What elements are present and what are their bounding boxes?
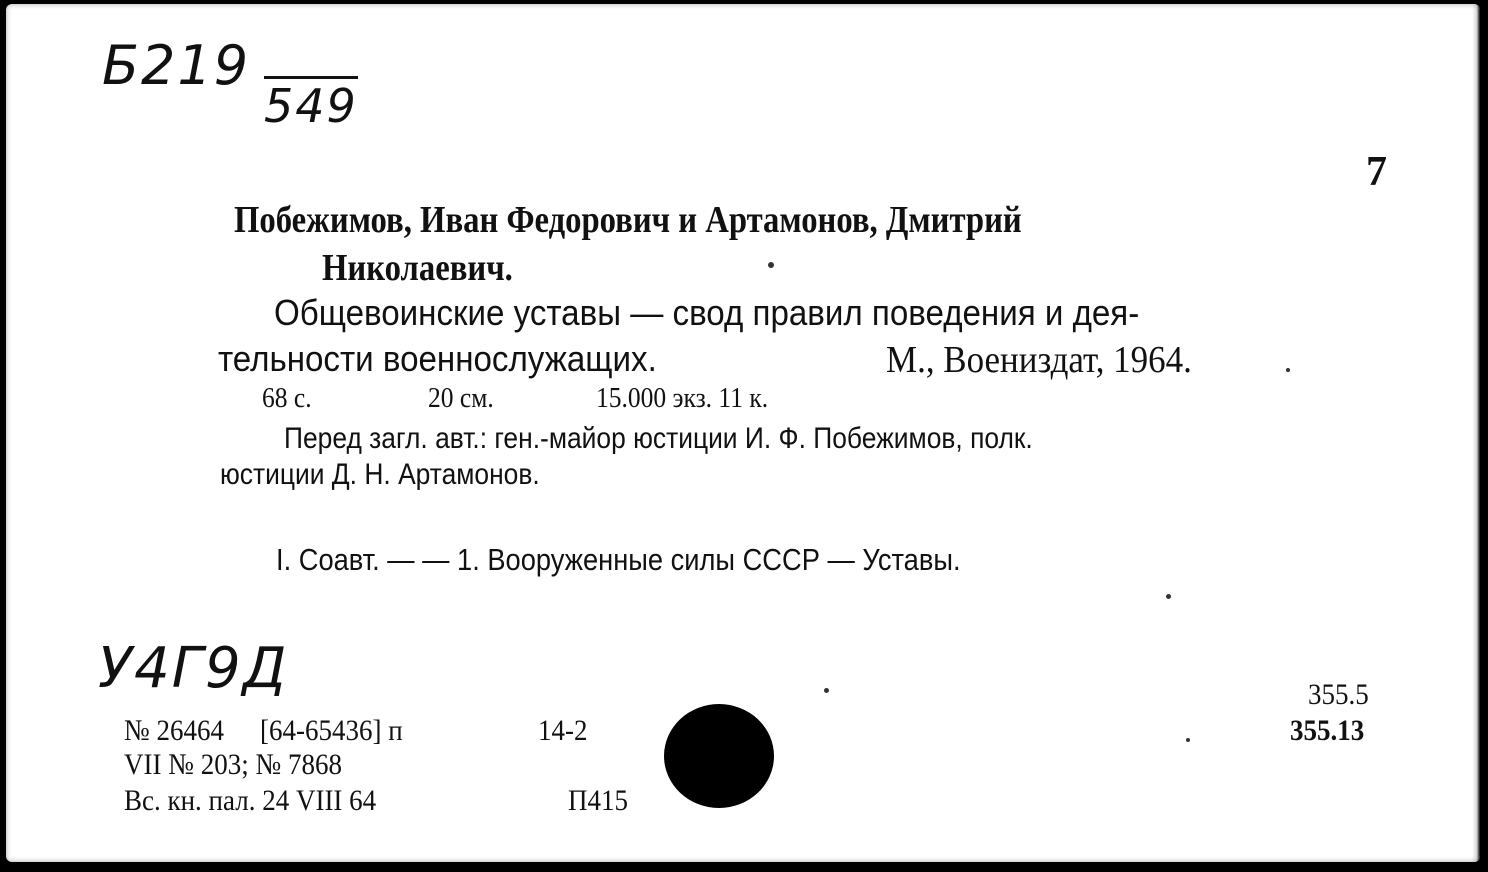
registration-line-2: VII № 203; № 7868 <box>124 748 343 781</box>
scan-speck <box>1286 368 1290 372</box>
card-edge <box>1472 4 1480 862</box>
title-line-2-statement: тельности военнослужащих. <box>218 338 657 379</box>
note-line-1: Перед загл. авт.: ген.-майор юстиции И. Ф. Побежимов, полк. <box>284 422 1033 455</box>
book-chamber-line: Вс. кн. пал. 24 VIII 64 <box>124 784 377 817</box>
physical-size: 20 см. <box>428 382 494 414</box>
note-line-2: юстиции Д. Н. Артамонов. <box>220 458 540 491</box>
scan-speck <box>768 262 774 268</box>
handwritten-shelf-code: Б219 <box>102 34 251 97</box>
physical-copies-price: 15.000 экз. 11 к. <box>596 382 769 414</box>
author-heading-line-2: Николаевич. <box>322 247 513 289</box>
physical-pages: 68 с. <box>262 382 312 414</box>
classification-code-2: 355.13 <box>1290 714 1365 747</box>
registration-number: № 26464 <box>124 714 225 747</box>
card-number: 7 <box>1366 149 1387 195</box>
title-line-1: Общевоинские уставы — свод правил поведения и дея- <box>274 292 1140 333</box>
imprint: М., Воениздат, 1964. <box>886 339 1192 381</box>
registration-extra: 14-2 <box>538 714 588 747</box>
scan-speck <box>1186 738 1190 742</box>
book-chamber-code: П415 <box>568 784 629 817</box>
catalog-card <box>6 4 1480 862</box>
handwritten-shelf-code-secondary: 549 <box>264 76 358 133</box>
scan-speck <box>1166 594 1171 599</box>
author-heading-line-1: Побежимов, Иван Федорович и Артамонов, Дмитрий <box>234 199 1022 241</box>
handwritten-location-code: У4Г9Д <box>98 636 289 701</box>
classification-code-1: 355.5 <box>1308 678 1369 711</box>
registration-code: [64-65436] п <box>260 714 403 747</box>
card-punch-hole <box>664 704 774 808</box>
tracings: I. Соавт. — — 1. Вооруженные силы СССР — Уставы. <box>276 542 961 577</box>
scan-speck <box>824 688 829 693</box>
